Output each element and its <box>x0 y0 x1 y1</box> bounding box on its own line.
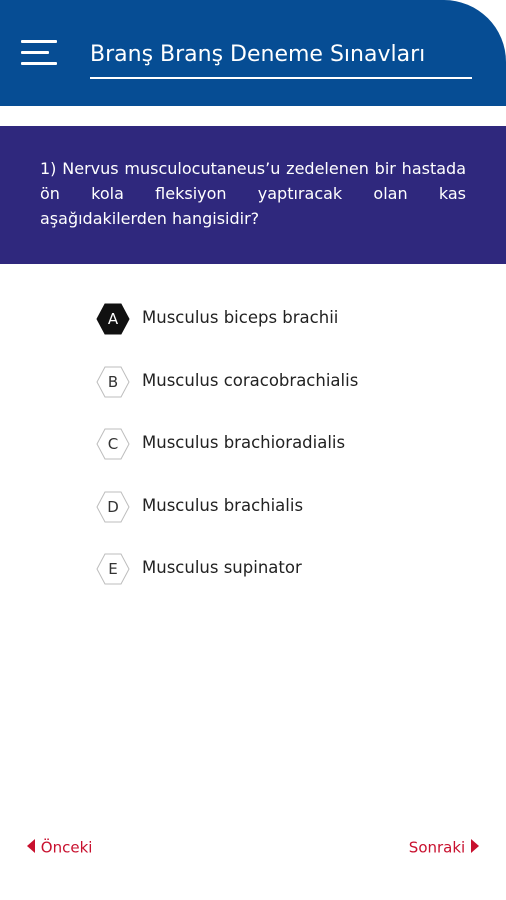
previous-button[interactable] <box>26 838 92 860</box>
page-title: Branş Branş Deneme Sınavları <box>90 42 426 67</box>
option-text: Musculus biceps brachii <box>142 308 339 327</box>
title-underline <box>90 77 472 79</box>
option-letter: C <box>107 435 119 453</box>
menu-bar <box>21 51 49 54</box>
option-d[interactable] <box>96 491 436 523</box>
hamburger-menu-icon[interactable] <box>21 38 57 68</box>
option-letter: E <box>108 560 118 578</box>
option-b[interactable] <box>96 366 436 398</box>
app-header <box>0 0 506 106</box>
previous-label: Önceki <box>40 838 93 857</box>
option-text: Musculus brachioradialis <box>142 433 346 452</box>
next-label: Sonraki <box>408 838 466 857</box>
menu-bar <box>21 40 57 43</box>
option-text: Musculus coracobrachialis <box>142 371 359 390</box>
question-text: 1) Nervus musculocutaneus’u zedelenen bir hastada ön kola fleksiyon yaptıracak olan kas aşağıdakilerden hangisidir? <box>40 159 466 228</box>
option-a[interactable] <box>96 303 436 335</box>
chevron-left-icon <box>26 839 36 857</box>
option-e[interactable] <box>96 553 436 585</box>
next-button[interactable] <box>409 838 480 860</box>
option-letter: B <box>107 373 119 391</box>
option-c[interactable] <box>96 428 436 460</box>
menu-bar <box>21 62 57 65</box>
option-text: Musculus supinator <box>142 558 302 577</box>
chevron-right-icon <box>470 839 480 857</box>
option-letter: A <box>107 310 119 328</box>
option-text: Musculus brachialis <box>142 496 304 515</box>
option-letter: D <box>107 498 119 516</box>
